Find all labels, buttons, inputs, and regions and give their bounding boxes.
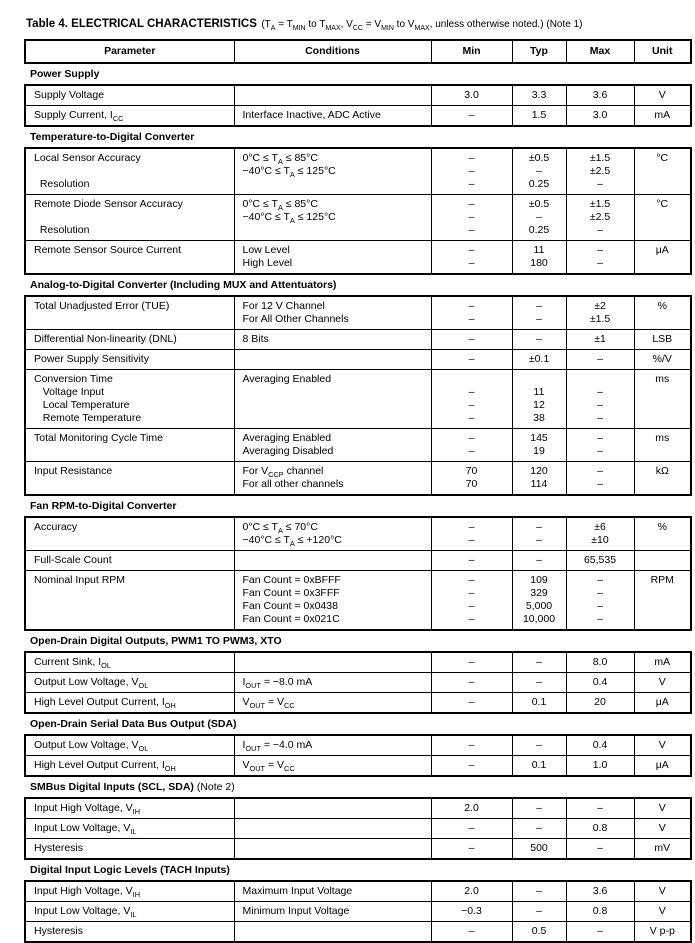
cell-typ: 0.1 <box>512 756 566 777</box>
cell-conditions: $V_{OUT} = V_{CC}$ <box>234 756 431 777</box>
cell-conditions: $V_{OUT} = V_{CC}$ <box>234 693 431 714</box>
table-row <box>25 735 691 756</box>
cell-typ: ±0.5 – 0.25 <box>512 148 566 195</box>
cell-parameter: Supply Current, $I_{CC}$ <box>25 106 234 127</box>
section-header <box>30 781 695 794</box>
section-table <box>24 295 692 496</box>
cell-unit: μA <box>634 756 691 777</box>
section-header <box>30 864 695 877</box>
cell-typ: 500 <box>512 839 566 860</box>
section-header <box>30 279 695 292</box>
column-header-parameter: Parameter <box>25 40 234 63</box>
cell-parameter: Output Low Voltage, $V_{OL}$ <box>25 673 234 693</box>
cell-parameter: Accuracy <box>25 517 234 551</box>
cell-unit: V <box>634 673 691 693</box>
table-row <box>25 85 691 106</box>
cell-max: 0.8 <box>566 819 634 839</box>
cell-typ: 11 180 <box>512 241 566 275</box>
section-header-text: Power Supply <box>30 68 100 80</box>
section-header <box>30 635 695 648</box>
cell-typ: – <box>512 798 566 819</box>
column-header-min: Min <box>431 40 512 63</box>
cell-typ: – – <box>512 517 566 551</box>
cell-parameter: Remote Diode Sensor Accuracy Resolution <box>25 195 234 241</box>
cell-parameter: Power Supply Sensitivity <box>25 350 234 370</box>
cell-typ: ±0.1 <box>512 350 566 370</box>
cell-parameter: Supply Voltage <box>25 85 234 106</box>
cell-max: – – <box>566 241 634 275</box>
cell-min: – – <box>431 241 512 275</box>
cell-parameter: Hysteresis <box>25 839 234 860</box>
section-table <box>24 516 692 631</box>
cell-unit: mA <box>634 652 691 673</box>
cell-typ: – <box>512 673 566 693</box>
cell-conditions: For 12 V Channel For All Other Channels <box>234 296 431 330</box>
section-header <box>30 718 695 731</box>
table-row <box>25 902 691 922</box>
cell-unit: mV <box>634 839 691 860</box>
cell-typ: 109 329 5,000 10,000 <box>512 571 566 631</box>
table-row <box>25 296 691 330</box>
section-table <box>24 84 692 127</box>
section-header-text: SMBus Digital Inputs (SCL, SDA) <box>30 781 194 793</box>
table-row <box>25 106 691 127</box>
cell-min: – – – <box>431 370 512 429</box>
table-row <box>25 922 691 943</box>
cell-max: – <box>566 922 634 943</box>
cell-unit: V <box>634 735 691 756</box>
table-title <box>26 14 695 32</box>
cell-conditions <box>234 350 431 370</box>
cell-unit: V <box>634 819 691 839</box>
cell-unit: V <box>634 798 691 819</box>
cell-unit: RPM <box>634 571 691 631</box>
cell-min: – <box>431 106 512 127</box>
column-header-unit: Unit <box>634 40 691 63</box>
cell-conditions: $0^\circ C \le T_A \le 70^\circ C$ $-40^\circ C \le T_A \le +120^\circ C$ <box>234 517 431 551</box>
cell-min: 2.0 <box>431 798 512 819</box>
cell-conditions: Minimum Input Voltage <box>234 902 431 922</box>
cell-parameter: Input Low Voltage, $V_{IL}$ <box>25 902 234 922</box>
table-title-main: Table 4. ELECTRICAL CHARACTERISTICS <box>26 18 257 30</box>
cell-unit: LSB <box>634 330 691 350</box>
table-row <box>25 673 691 693</box>
cell-unit: °C <box>634 148 691 195</box>
cell-min: – <box>431 756 512 777</box>
cell-max: ±2 ±1.5 <box>566 296 634 330</box>
section-table <box>24 651 692 714</box>
cell-min: – <box>431 735 512 756</box>
cell-parameter: Full-Scale Count <box>25 551 234 571</box>
section-header-text: Digital Input Logic Levels (TACH Inputs) <box>30 864 230 876</box>
cell-conditions <box>234 85 431 106</box>
cell-parameter: Total Monitoring Cycle Time <box>25 429 234 462</box>
cell-min: – <box>431 839 512 860</box>
cell-min: – – <box>431 296 512 330</box>
table-row <box>25 756 691 777</box>
cell-conditions <box>234 922 431 943</box>
cell-typ: – <box>512 819 566 839</box>
section-header-text: Open-Drain Digital Outputs, PWM1 TO PWM3, XTO <box>30 635 282 647</box>
cell-parameter: Differential Non-linearity (DNL) <box>25 330 234 350</box>
cell-typ: 0.5 <box>512 922 566 943</box>
section-header <box>30 131 695 144</box>
cell-conditions <box>234 839 431 860</box>
cell-max: 3.0 <box>566 106 634 127</box>
cell-max: – – <box>566 429 634 462</box>
cell-unit: %/V <box>634 350 691 370</box>
cell-conditions: Averaging Enabled <box>234 370 431 429</box>
table-row <box>25 839 691 860</box>
cell-conditions: For $V_{CCP}$ channel For all other channels <box>234 462 431 496</box>
cell-min: – – <box>431 517 512 551</box>
section-header-text: Analog-to-Digital Converter (Including MUX and Attentuators) <box>30 279 337 291</box>
section-table <box>24 147 692 275</box>
cell-min: 70 70 <box>431 462 512 496</box>
table-row <box>25 350 691 370</box>
cell-max: – – – – <box>566 571 634 631</box>
cell-min: 3.0 <box>431 85 512 106</box>
section-header-text: Temperature-to-Digital Converter <box>30 131 195 143</box>
cell-typ: – <box>512 551 566 571</box>
cell-unit: mA <box>634 106 691 127</box>
cell-parameter: Output Low Voltage, $V_{OL}$ <box>25 735 234 756</box>
column-header-max: Max <box>566 40 634 63</box>
table-row <box>25 517 691 551</box>
table-header-row <box>24 39 692 64</box>
cell-unit: ms <box>634 429 691 462</box>
cell-conditions: Low Level High Level <box>234 241 431 275</box>
cell-min: – <box>431 922 512 943</box>
cell-unit: kΩ <box>634 462 691 496</box>
cell-typ: ±0.5 – 0.25 <box>512 195 566 241</box>
cell-conditions: Fan Count = 0xBFFF Fan Count = 0x3FFF Fan Count = 0x0438 Fan Count = 0x021C <box>234 571 431 631</box>
cell-conditions <box>234 551 431 571</box>
cell-typ: – <box>512 902 566 922</box>
column-header-typ: Typ <box>512 40 566 63</box>
cell-min: 2.0 <box>431 881 512 902</box>
table-row <box>25 148 691 195</box>
cell-parameter: Local Sensor Accuracy Resolution <box>25 148 234 195</box>
cell-unit: V <box>634 902 691 922</box>
cell-max: ±1.5 ±2.5 – <box>566 195 634 241</box>
cell-unit: V p-p <box>634 922 691 943</box>
cell-typ: – <box>512 330 566 350</box>
table-row <box>25 798 691 819</box>
cell-max: – – <box>566 462 634 496</box>
cell-max: 0.4 <box>566 735 634 756</box>
cell-typ: 3.3 <box>512 85 566 106</box>
table-row <box>25 571 691 631</box>
cell-conditions: $I_{OUT} = -8.0$ mA <box>234 673 431 693</box>
cell-parameter: Remote Sensor Source Current <box>25 241 234 275</box>
cell-max: – <box>566 839 634 860</box>
cell-typ: – <box>512 881 566 902</box>
table-title-note: ($T_A = T_{MIN}$ to $T_{MAX}$, $V_{CC} = V_{MIN}$ to $V_{MAX}$, unless otherwise noted.) (Note 1) <box>261 19 583 32</box>
cell-unit: μA <box>634 241 691 275</box>
cell-typ: 1.5 <box>512 106 566 127</box>
cell-typ: 11 12 38 <box>512 370 566 429</box>
cell-max: 1.0 <box>566 756 634 777</box>
cell-parameter: Conversion Time Voltage Input Local Temperature Remote Temperature <box>25 370 234 429</box>
section-header <box>30 68 695 81</box>
cell-max: 65,535 <box>566 551 634 571</box>
table-row <box>25 195 691 241</box>
cell-typ: – <box>512 652 566 673</box>
cell-parameter: Input Resistance <box>25 462 234 496</box>
table-row <box>25 881 691 902</box>
cell-conditions <box>234 652 431 673</box>
cell-min: – <box>431 819 512 839</box>
section-header-text: Fan RPM-to-Digital Converter <box>30 500 177 512</box>
section-header-note: (Note 2) <box>196 781 235 793</box>
section-table <box>24 734 692 777</box>
cell-conditions: Maximum Input Voltage <box>234 881 431 902</box>
cell-max: 0.4 <box>566 673 634 693</box>
cell-unit: % <box>634 296 691 330</box>
cell-min: – – <box>431 429 512 462</box>
cell-min: – <box>431 652 512 673</box>
section-header <box>30 500 695 513</box>
cell-max: ±6 ±10 <box>566 517 634 551</box>
cell-max: – <box>566 798 634 819</box>
cell-max: ±1 <box>566 330 634 350</box>
cell-typ: – <box>512 735 566 756</box>
cell-min: – <box>431 673 512 693</box>
section-table <box>24 797 692 860</box>
cell-conditions: Interface Inactive, ADC Active <box>234 106 431 127</box>
cell-unit: ms <box>634 370 691 429</box>
cell-parameter: Nominal Input RPM <box>25 571 234 631</box>
header-row <box>25 40 691 63</box>
cell-min: −0.3 <box>431 902 512 922</box>
table-row <box>25 551 691 571</box>
section-header-text: Open-Drain Serial Data Bus Output (SDA) <box>30 718 237 730</box>
cell-typ: 120 114 <box>512 462 566 496</box>
table-row <box>25 330 691 350</box>
cell-conditions <box>234 798 431 819</box>
cell-parameter: Input Low Voltage, $V_{IL}$ <box>25 819 234 839</box>
cell-max: 3.6 <box>566 85 634 106</box>
cell-max: 8.0 <box>566 652 634 673</box>
cell-parameter: Input High Voltage, $V_{IH}$ <box>25 881 234 902</box>
cell-unit: V <box>634 881 691 902</box>
cell-max: ±1.5 ±2.5 – <box>566 148 634 195</box>
cell-conditions: $I_{OUT} = -4.0$ mA <box>234 735 431 756</box>
cell-typ: 145 19 <box>512 429 566 462</box>
table-sections <box>24 68 695 943</box>
cell-parameter: Input High Voltage, $V_{IH}$ <box>25 798 234 819</box>
table-row <box>25 819 691 839</box>
cell-unit: μA <box>634 693 691 714</box>
cell-conditions: $0^\circ C \le T_A \le 85^\circ C$ $-40^\circ C \le T_A \le 125^\circ C$ <box>234 195 431 241</box>
cell-max: 3.6 <box>566 881 634 902</box>
cell-max: 20 <box>566 693 634 714</box>
cell-conditions: 8 Bits <box>234 330 431 350</box>
cell-parameter: High Level Output Current, $I_{OH}$ <box>25 693 234 714</box>
cell-min: – – – <box>431 195 512 241</box>
cell-unit: °C <box>634 195 691 241</box>
column-header-conditions: Conditions <box>234 40 431 63</box>
cell-min: – <box>431 350 512 370</box>
cell-conditions: Averaging Enabled Averaging Disabled <box>234 429 431 462</box>
table-row <box>25 241 691 275</box>
cell-conditions <box>234 819 431 839</box>
table-row <box>25 652 691 673</box>
table-row <box>25 693 691 714</box>
cell-parameter: Current Sink, $I_{OL}$ <box>25 652 234 673</box>
cell-max: 0.8 <box>566 902 634 922</box>
cell-parameter: High Level Output Current, $I_{OH}$ <box>25 756 234 777</box>
cell-min: – <box>431 693 512 714</box>
cell-parameter: Total Unadjusted Error (TUE) <box>25 296 234 330</box>
cell-min: – <box>431 551 512 571</box>
cell-parameter: Hysteresis <box>25 922 234 943</box>
cell-unit <box>634 551 691 571</box>
table-row <box>25 462 691 496</box>
cell-max: – <box>566 350 634 370</box>
table-row <box>25 429 691 462</box>
cell-min: – – – – <box>431 571 512 631</box>
cell-min: – – – <box>431 148 512 195</box>
cell-typ: – – <box>512 296 566 330</box>
cell-unit: % <box>634 517 691 551</box>
cell-unit: V <box>634 85 691 106</box>
section-table <box>24 880 692 943</box>
cell-max: – – – <box>566 370 634 429</box>
cell-typ: 0.1 <box>512 693 566 714</box>
cell-min: – <box>431 330 512 350</box>
table-row <box>25 370 691 429</box>
cell-conditions: $0^\circ C \le T_A \le 85^\circ C$ $-40^\circ C \le T_A \le 125^\circ C$ <box>234 148 431 195</box>
